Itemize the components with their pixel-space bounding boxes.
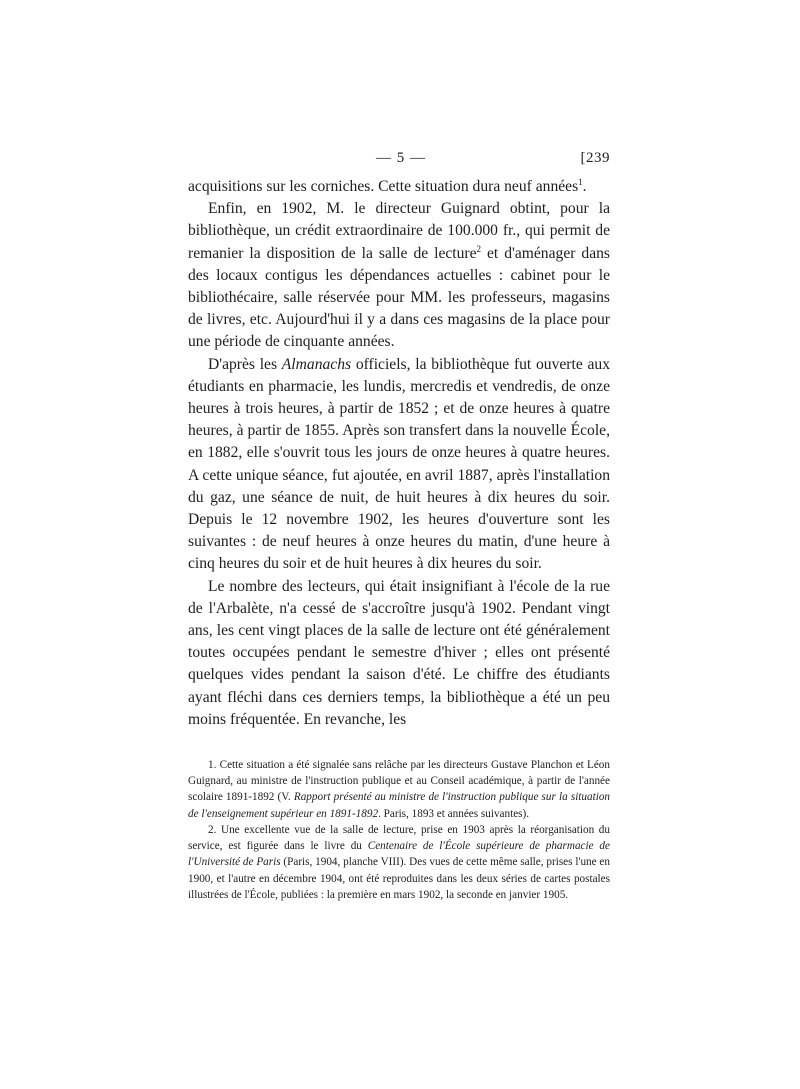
folio-number: [239 xyxy=(580,150,610,166)
footnotes xyxy=(188,757,610,903)
paragraph-1 xyxy=(188,176,610,198)
footnote-2-title: Centenaire de l'École supérieure de pharmacie de l'Université de Paris xyxy=(188,840,610,869)
main-text xyxy=(188,176,610,731)
footnote-1-text-b: . Paris, 1893 et années suivantes). xyxy=(378,807,530,820)
footnote-1 xyxy=(188,757,610,822)
paragraph-2-text-a: Enfin, en 1902, M. le directeur Guignard obtint, pour la bibliothèque, un crédit extraordinaire de 100.000 fr., qui permit de remanier la disposition de la salle de lecture xyxy=(188,200,610,262)
page-number: — 5 — xyxy=(376,150,426,166)
paragraph-3-text-b: officiels, la bibliothèque fut ouverte aux étudiants en pharmacie, les lundis, mercredis et vendredis, de onze heures à trois heures, à partir de 1852 ; et de onze heures à quatre heures, à partir de 1855. Après son transfert dans la nouvelle École, en 1882, elle s'ouvrit tous les jours de onze heures à quatre heures. A cette unique séance, fut ajoutée, en avril 1887, après l'installation du gaz, une séance de nuit, de huit heures à dix heures du soir. Depuis le 12 novembre 1902, les heures d'ouverture sont les suivantes : de neuf heures à onze heures du matin, d'une heure à cinq heures du soir et de huit heures à dix heures du soir. xyxy=(188,355,611,573)
paragraph-3 xyxy=(188,354,610,576)
paragraph-2 xyxy=(188,198,610,353)
paragraph-2-text-b: et d'aménager dans des locaux contigus les dépendances actuelles : cabinet pour le bibliothécaire, salle réservée pour MM. les professeurs, magasins de livres, etc. Aujourd'hui il y a dans ces magasins de la place pour une période de cinquante années. xyxy=(188,244,610,351)
footnote-2-text-b: (Paris, 1904, planche VIII). Des vues de cette même salle, prises l'une en 1900, et l'autre en décembre 1904, ont été reproduites dans les deux séries de cartes postales illustrées de l'École, publiées : la première en mars 1902, la seconde en janvier 1905. xyxy=(188,856,610,901)
paragraph-1-text: acquisitions sur les corniches. Cette situation dura neuf années xyxy=(188,178,579,195)
footnote-1-text-a: 1. Cette situation a été signalée sans relâche par les directeurs Gustave Planchon et Léon Guignard, au ministre de l'instruction publique et au Conseil académique, à partir de l'année scolaire 1891-1892 (V. xyxy=(188,759,610,804)
footnote-2 xyxy=(188,822,610,903)
paragraph-3-text-a: D'après les xyxy=(208,355,282,373)
footnote-2-text-a: 2. Une excellente vue de la salle de lecture, prise en 1903 après la réorganisation du service, est figurée dans le livre du xyxy=(188,823,610,853)
almanachs-title: Almanachs xyxy=(281,355,352,373)
running-header xyxy=(188,148,610,176)
paragraph-1-end: . xyxy=(582,178,587,195)
footnote-ref-1: 1 xyxy=(578,177,583,187)
footnote-1-title: Rapport présenté au ministre de l'instruction publique sur la situation de l'enseignement supérieur en 1891-1892 xyxy=(188,791,611,820)
paragraph-4: Le nombre des lecteurs, qui était insignifiant à l'école de la rue de l'Arbalète, n'a cessé de s'accroître jusqu'à 1902. Pendant vingt ans, les cent vingt places de la salle de lecture ont été généralement toutes occupées pendant le semestre d'hiver ; elles ont présenté quelques vides pendant la saison d'été. Le chiffre des étudiants ayant fléchi dans ces derniers temps, la bibliothèque a été un peu moins fréquentée. En revanche, les xyxy=(188,577,610,728)
footnote-ref-2: 2 xyxy=(476,243,482,254)
book-page xyxy=(188,148,610,903)
